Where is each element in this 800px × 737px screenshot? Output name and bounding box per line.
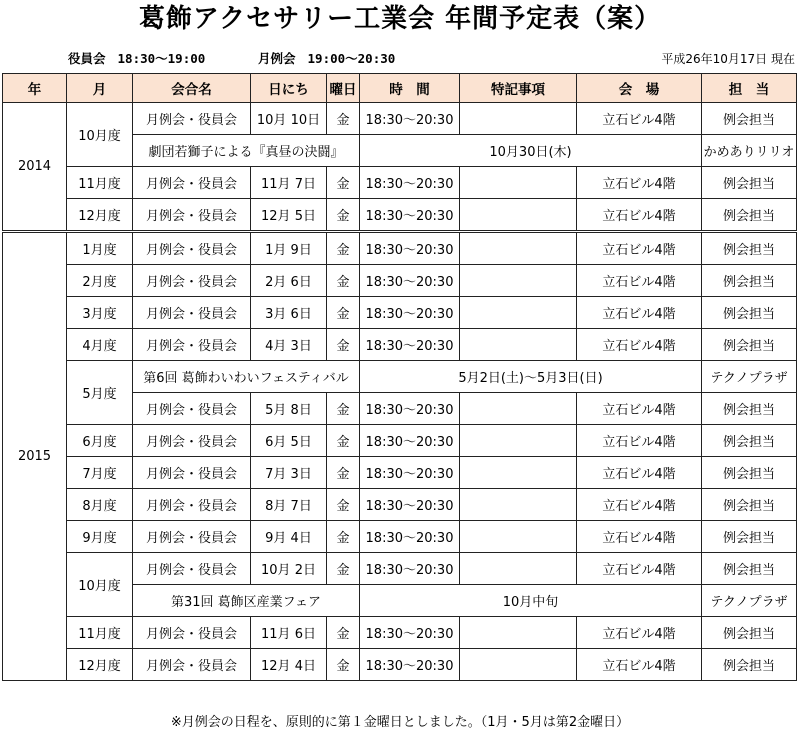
weekday-cell: 金 xyxy=(327,457,360,489)
meeting-name-cell: 月例会・役員会 xyxy=(133,233,251,265)
officers-label: 役員会 xyxy=(68,51,106,66)
meeting-name-cell: 月例会・役員会 xyxy=(133,329,251,361)
year-cell: 2014 xyxy=(3,103,67,231)
notes-cell xyxy=(460,297,577,329)
header-in-charge: 担 当 xyxy=(702,74,797,103)
month-cell: 6月度 xyxy=(67,425,133,457)
table-row xyxy=(3,553,797,585)
venue-cell: 立石ビル4階 xyxy=(577,617,702,649)
table-row xyxy=(3,457,797,489)
venue-cell: 立石ビル4階 xyxy=(577,489,702,521)
date-cell: 10月 2日 xyxy=(251,553,327,585)
in-charge-cell: 例会担当 xyxy=(702,553,797,585)
schedule-table xyxy=(2,73,797,681)
month-cell: 11月度 xyxy=(67,617,133,649)
date-cell: 4月 3日 xyxy=(251,329,327,361)
meeting-name-cell: 月例会・役員会 xyxy=(133,297,251,329)
time-cell: 18:30～20:30 xyxy=(360,233,460,265)
venue-cell: 立石ビル4階 xyxy=(577,265,702,297)
in-charge-cell: 例会担当 xyxy=(702,393,797,425)
weekday-cell: 金 xyxy=(327,329,360,361)
month-cell: 1月度 xyxy=(67,233,133,265)
venue-cell: テクノプラザ xyxy=(702,361,797,393)
month-cell: 10月度 xyxy=(67,103,133,167)
officers-meeting-time xyxy=(68,50,205,68)
date-cell: 2月 6日 xyxy=(251,265,327,297)
header-year: 年 xyxy=(3,74,67,103)
time-cell: 18:30～20:30 xyxy=(360,649,460,681)
date-cell: 3月 6日 xyxy=(251,297,327,329)
date-cell: 9月 4日 xyxy=(251,521,327,553)
monthly-label: 月例会 xyxy=(258,51,296,66)
venue-cell: 立石ビル4階 xyxy=(577,393,702,425)
venue-cell: 立石ビル4階 xyxy=(577,297,702,329)
event-name-cell: 劇団若獅子による『真昼の決闘』 xyxy=(133,135,360,167)
notes-cell xyxy=(460,103,577,135)
event-period-cell: 10月30日(木) xyxy=(360,135,702,167)
month-cell: 2月度 xyxy=(67,265,133,297)
monthly-meeting-time xyxy=(258,50,395,68)
in-charge-cell: 例会担当 xyxy=(702,617,797,649)
officers-time: 18:30～19:00 xyxy=(117,51,206,66)
meeting-name-cell: 月例会・役員会 xyxy=(133,457,251,489)
in-charge-cell: 例会担当 xyxy=(702,649,797,681)
as-of-date: 平成26年10月17日 現在 xyxy=(661,52,795,66)
meeting-name-cell: 月例会・役員会 xyxy=(133,393,251,425)
weekday-cell: 金 xyxy=(327,393,360,425)
table-row xyxy=(3,103,797,135)
table-row xyxy=(3,329,797,361)
weekday-cell: 金 xyxy=(327,617,360,649)
venue-cell: 立石ビル4階 xyxy=(577,521,702,553)
table-row xyxy=(3,617,797,649)
in-charge-cell: 例会担当 xyxy=(702,425,797,457)
notes-cell xyxy=(460,457,577,489)
date-cell: 12月 5日 xyxy=(251,199,327,231)
table-row xyxy=(3,265,797,297)
in-charge-cell: 例会担当 xyxy=(702,103,797,135)
venue-cell: 立石ビル4階 xyxy=(577,553,702,585)
venue-cell: 立石ビル4階 xyxy=(577,167,702,199)
header-weekday: 曜日 xyxy=(327,74,360,103)
venue-cell: 立石ビル4階 xyxy=(577,103,702,135)
weekday-cell: 金 xyxy=(327,489,360,521)
meeting-name-cell: 月例会・役員会 xyxy=(133,617,251,649)
in-charge-cell: 例会担当 xyxy=(702,167,797,199)
table-row xyxy=(3,233,797,265)
time-cell: 18:30～20:30 xyxy=(360,297,460,329)
meeting-name-cell: 月例会・役員会 xyxy=(133,553,251,585)
weekday-cell: 金 xyxy=(327,233,360,265)
header-meeting-name: 会合名 xyxy=(133,74,251,103)
weekday-cell: 金 xyxy=(327,199,360,231)
monthly-time: 19:00～20:30 xyxy=(307,51,396,66)
meeting-name-cell: 月例会・役員会 xyxy=(133,199,251,231)
time-cell: 18:30～20:30 xyxy=(360,103,460,135)
event-name-cell: 第31回 葛飾区産業フェア xyxy=(133,585,360,617)
weekday-cell: 金 xyxy=(327,425,360,457)
meeting-name-cell: 月例会・役員会 xyxy=(133,489,251,521)
table-row xyxy=(3,199,797,231)
header-date: 日にち xyxy=(251,74,327,103)
meeting-name-cell: 月例会・役員会 xyxy=(133,425,251,457)
in-charge-cell: 例会担当 xyxy=(702,265,797,297)
table-row xyxy=(3,297,797,329)
month-cell: 10月度 xyxy=(67,553,133,617)
weekday-cell: 金 xyxy=(327,521,360,553)
date-cell: 11月 7日 xyxy=(251,167,327,199)
date-cell: 1月 9日 xyxy=(251,233,327,265)
time-cell: 18:30～20:30 xyxy=(360,489,460,521)
in-charge-cell: 例会担当 xyxy=(702,297,797,329)
time-cell: 18:30～20:30 xyxy=(360,265,460,297)
notes-cell xyxy=(460,489,577,521)
header-notes: 特記事項 xyxy=(460,74,577,103)
event-period-cell: 10月中旬 xyxy=(360,585,702,617)
date-cell: 8月 7日 xyxy=(251,489,327,521)
venue-cell: 立石ビル4階 xyxy=(577,457,702,489)
table-row xyxy=(3,425,797,457)
date-cell: 5月 8日 xyxy=(251,393,327,425)
meeting-name-cell: 月例会・役員会 xyxy=(133,167,251,199)
event-name-cell: 第6回 葛飾わいわいフェスティバル xyxy=(133,361,360,393)
event-period-cell: 5月2日(土)～5月3日(日) xyxy=(360,361,702,393)
notes-cell xyxy=(460,233,577,265)
event-row xyxy=(3,361,797,393)
year-cell: 2015 xyxy=(3,233,67,681)
venue-cell: 立石ビル4階 xyxy=(577,233,702,265)
date-cell: 7月 3日 xyxy=(251,457,327,489)
notes-cell xyxy=(460,265,577,297)
time-cell: 18:30～20:30 xyxy=(360,329,460,361)
time-cell: 18:30～20:30 xyxy=(360,553,460,585)
notes-cell xyxy=(460,649,577,681)
meeting-name-cell: 月例会・役員会 xyxy=(133,521,251,553)
time-cell: 18:30～20:30 xyxy=(360,457,460,489)
notes-cell xyxy=(460,425,577,457)
table-row xyxy=(3,167,797,199)
venue-cell: テクノプラザ xyxy=(702,585,797,617)
notes-cell xyxy=(460,553,577,585)
table-row xyxy=(3,521,797,553)
schedule-body xyxy=(3,103,797,681)
venue-cell: 立石ビル4階 xyxy=(577,329,702,361)
weekday-cell: 金 xyxy=(327,167,360,199)
weekday-cell: 金 xyxy=(327,265,360,297)
month-cell: 7月度 xyxy=(67,457,133,489)
venue-cell: 立石ビル4階 xyxy=(577,199,702,231)
page-title: 葛飾アクセサリー工業会 年間予定表（案） xyxy=(138,4,662,34)
date-cell: 11月 6日 xyxy=(251,617,327,649)
month-cell: 8月度 xyxy=(67,489,133,521)
month-cell: 11月度 xyxy=(67,167,133,199)
footnote: ※月例会の日程を、原則的に第１金曜日としました。（1月・5月は第2金曜日） xyxy=(170,715,630,730)
in-charge-cell: 例会担当 xyxy=(702,329,797,361)
time-cell: 18:30～20:30 xyxy=(360,393,460,425)
notes-cell xyxy=(460,393,577,425)
venue-cell: 立石ビル4階 xyxy=(577,649,702,681)
notes-cell xyxy=(460,199,577,231)
time-cell: 18:30～20:30 xyxy=(360,617,460,649)
header-time: 時 間 xyxy=(360,74,460,103)
table-row xyxy=(3,489,797,521)
month-cell: 4月度 xyxy=(67,329,133,361)
weekday-cell: 金 xyxy=(327,649,360,681)
notes-cell xyxy=(460,617,577,649)
time-cell: 18:30～20:30 xyxy=(360,521,460,553)
notes-cell xyxy=(460,329,577,361)
in-charge-cell: 例会担当 xyxy=(702,521,797,553)
weekday-cell: 金 xyxy=(327,103,360,135)
in-charge-cell: 例会担当 xyxy=(702,233,797,265)
table-row xyxy=(3,649,797,681)
meeting-name-cell: 月例会・役員会 xyxy=(133,649,251,681)
date-cell: 10月 10日 xyxy=(251,103,327,135)
month-cell: 3月度 xyxy=(67,297,133,329)
in-charge-cell: 例会担当 xyxy=(702,489,797,521)
month-cell: 9月度 xyxy=(67,521,133,553)
time-cell: 18:30～20:30 xyxy=(360,199,460,231)
header-row xyxy=(3,74,797,103)
notes-cell xyxy=(460,167,577,199)
header-month: 月 xyxy=(67,74,133,103)
time-cell: 18:30～20:30 xyxy=(360,167,460,199)
month-cell: 12月度 xyxy=(67,649,133,681)
weekday-cell: 金 xyxy=(327,553,360,585)
in-charge-cell: 例会担当 xyxy=(702,199,797,231)
weekday-cell: 金 xyxy=(327,297,360,329)
month-cell: 12月度 xyxy=(67,199,133,231)
month-cell: 5月度 xyxy=(67,361,133,425)
venue-cell: 立石ビル4階 xyxy=(577,425,702,457)
venue-cell: かめありリリオ xyxy=(702,135,797,167)
notes-cell xyxy=(460,521,577,553)
date-cell: 6月 5日 xyxy=(251,425,327,457)
meeting-name-cell: 月例会・役員会 xyxy=(133,265,251,297)
date-cell: 12月 4日 xyxy=(251,649,327,681)
in-charge-cell: 例会担当 xyxy=(702,457,797,489)
meeting-name-cell: 月例会・役員会 xyxy=(133,103,251,135)
header-venue: 会 場 xyxy=(577,74,702,103)
time-cell: 18:30～20:30 xyxy=(360,425,460,457)
